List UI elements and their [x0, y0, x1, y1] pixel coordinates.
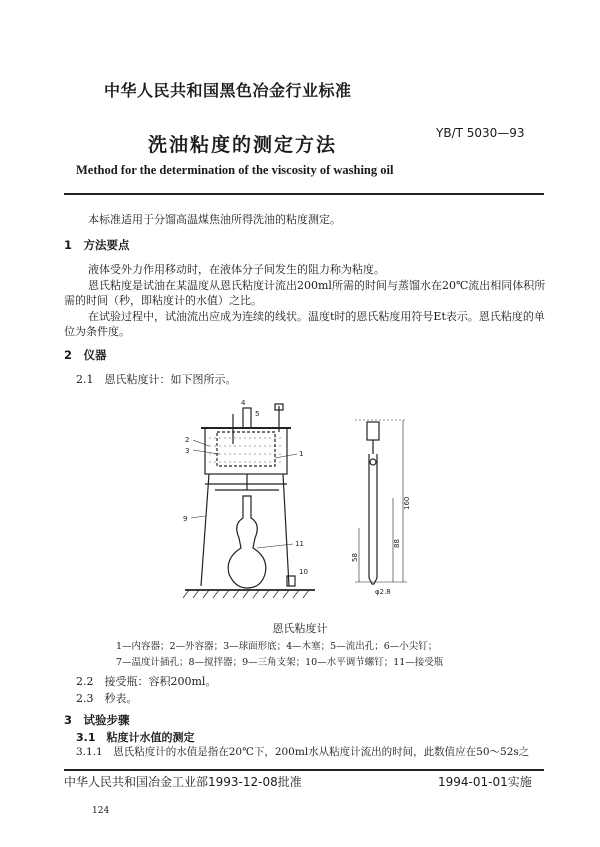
item-2-1: 2.1 恩氏粘度计：如下图所示。: [76, 373, 237, 386]
dim-160: 160: [403, 496, 411, 510]
page-number: 124: [92, 806, 110, 816]
viscometer-drawing: [175, 398, 425, 608]
dim-diameter: φ2.8: [375, 588, 391, 596]
subsection-3-1: 3.1 粘度计水值的测定: [76, 731, 195, 744]
figure-legend-line-2: 7—温度计插孔；8—搅拌器；9—三角支架；10—水平调节螺钉；11—接受瓶: [116, 657, 444, 668]
label-3: 3: [185, 447, 190, 455]
issuing-org: 中华人民共和国黑色冶金行业标准: [104, 81, 352, 100]
wooden-plug: [243, 408, 251, 428]
receiving-flask: [228, 496, 266, 588]
section-1-p2: 恩氏粘度是试油在某温度从恩氏粘度计流出200ml所需的时间与蒸馏水在20℃流出相同体积所需的时间（秒，即粘度计的水值）之比。: [64, 279, 546, 307]
section-2-heading: 2 仪器: [64, 348, 107, 362]
label-4: 4: [241, 399, 246, 407]
section-1-heading: 1 方法要点: [64, 238, 130, 252]
label-1: 1: [299, 450, 304, 458]
section-1-p1: 液体受外力作用移动时，在液体分子间发生的阻力称为粘度。: [88, 263, 385, 276]
intro-text: 本标准适用于分馏高温煤焦油所得洗油的粘度测定。: [88, 213, 341, 226]
label-11: 11: [295, 540, 304, 548]
standard-code: YB/T 5030—93: [436, 126, 525, 140]
approval-line: 中华人民共和国冶金工业部1993-12-08批准: [64, 775, 302, 789]
bottom-rule: [64, 769, 544, 771]
section-1-p3: 在试验过程中，试油流出应成为连续的线状。温度t时的恩氏粘度用符号Et表示。恩氏粘度的单位为条件度。: [64, 310, 545, 338]
figure-legend-line-1: 1—内容器；2—外容器；3—球面形底；4—木塞；5—流出孔；6—小尖钉；: [116, 641, 438, 652]
item-2-3: 2.3 秒表。: [76, 692, 138, 705]
implementation-date: 1994-01-01实施: [438, 775, 532, 789]
dim-88: 88: [393, 539, 401, 548]
label-2: 2: [185, 436, 190, 444]
inner-container: [217, 432, 275, 466]
side-view-plug: [367, 422, 379, 440]
top-rule: [64, 193, 544, 195]
item-3-1-1: 3.1.1 恩氏粘度计的水值是指在20℃下，200ml水从粘度计流出的时间，此数值应在50～52s之: [76, 746, 530, 758]
dim-58: 58: [351, 553, 359, 562]
item-2-2: 2.2 接受瓶：容积200ml。: [76, 675, 217, 688]
title-english: Method for the determination of the viscosity of washing oil: [76, 163, 394, 177]
label-9: 9: [183, 515, 188, 523]
figure-caption: 恩氏粘度计: [272, 622, 328, 635]
title-chinese: 洗油粘度的测定方法: [148, 134, 338, 156]
section-3-heading: 3 试验步骤: [64, 713, 130, 727]
label-10: 10: [299, 568, 308, 576]
label-5: 5: [255, 410, 260, 418]
